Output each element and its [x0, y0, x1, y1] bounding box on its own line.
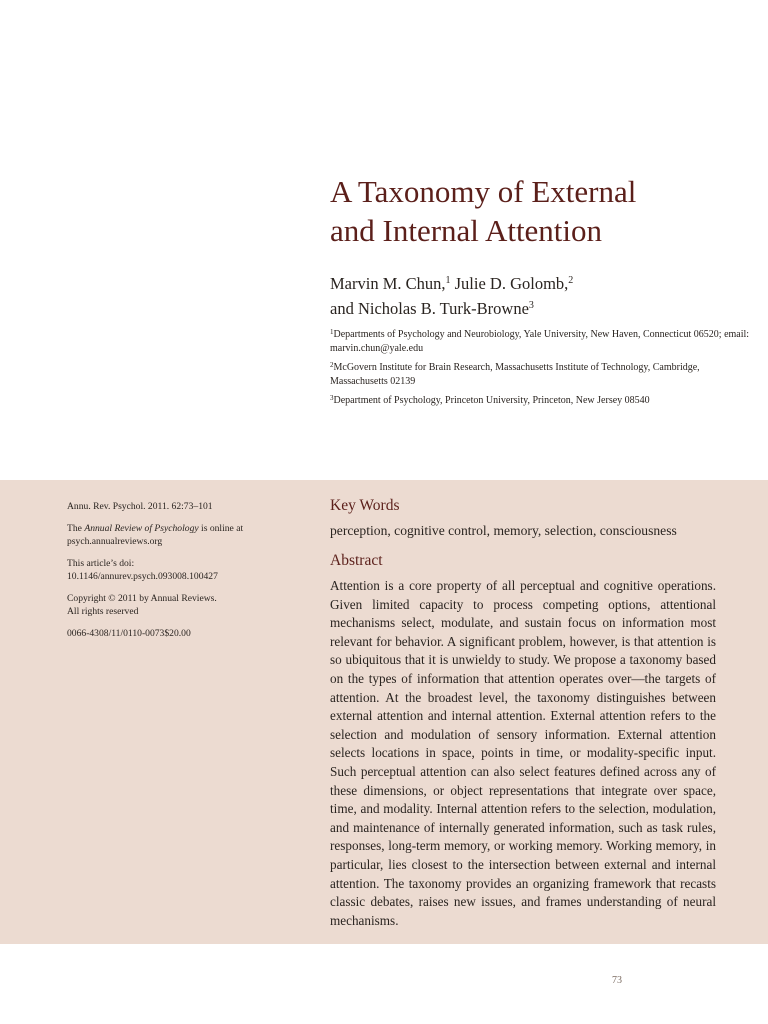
author-affil-mark: 1	[445, 275, 451, 286]
issn-price: 0066-4308/11/0110-0073$20.00	[67, 628, 191, 639]
affiliation-3	[330, 392, 750, 408]
publication-info	[67, 500, 277, 649]
author-name: and Nicholas B. Turk-Browne	[330, 299, 529, 318]
affiliation-text: McGovern Institute for Brain Research, Massachusetts Institute of Technology, Cambridge, Massachusetts 02139	[330, 362, 700, 387]
citation: Annu. Rev. Psychol. 2011. 62:73–101	[67, 501, 213, 512]
keywords-abstract	[330, 496, 716, 930]
author-list	[330, 270, 750, 320]
article-title	[330, 172, 730, 250]
title-line-1: A Taxonomy of External	[330, 174, 637, 209]
abstract-heading: Abstract	[330, 552, 383, 569]
author-line-1	[330, 270, 750, 295]
rights-text: All rights reserved	[67, 606, 139, 617]
title-line-2: and Internal Attention	[330, 213, 603, 248]
keywords-heading: Key Words	[330, 497, 400, 514]
copyright-block	[67, 592, 277, 618]
affiliation-text: Department of Psychology, Princeton University, Princeton, New Jersey 08540	[333, 395, 650, 406]
keywords-text: perception, cognitive control, memory, selection, consciousness	[330, 523, 677, 538]
online-prefix: The	[67, 523, 85, 534]
affiliation-number: 3	[330, 394, 334, 402]
doi-value: 10.1146/annurev.psych.093008.100427	[67, 571, 218, 582]
author-name: Julie D. Golomb,	[450, 274, 569, 293]
author-affil-mark: 3	[528, 300, 534, 311]
affiliation-text: Departments of Psychology and Neurobiology, Yale University, New Haven, Connecticut 06520; email: marvin.chun@yale.edu	[330, 329, 750, 354]
online-suffix: is online at psych.annualreviews.org	[67, 523, 244, 547]
affiliation-number: 1	[330, 328, 334, 336]
author-line-2	[330, 295, 750, 320]
online-notice	[67, 522, 277, 548]
copyright-text: Copyright © 2011 by Annual Reviews.	[67, 593, 217, 604]
affiliation-1	[330, 326, 750, 355]
page-number: 73	[612, 975, 622, 986]
abstract-text: Attention is a core property of all perceptual and cognitive operations. Given limited capacity to process competing options, attentional mechanisms select, modulate, and sustain focus on information most relevant for behavior. A significant problem, however, is that attention is so ubiquitous that it is unwieldy to study. We propose a taxonomy based on the types of information that attention operates over—the targets of attention. At the broadest level, the taxonomy distinguishes between external attention and internal attention. External attention refers to the selection and modulation of sensory information. External attention selects locations in space, points in time, or modality-specific input. Such perceptual attention can also select features defined across any of these dimensions, or object representations that integrate over space, time, and modality. Internal attention refers to the selection, modulation, and maintenance of internally generated information, such as task rules, responses, long-term memory, or working memory. Working memory, in particular, lies closest to the intersection between external and internal attention. The taxonomy provides an organizing framework that recasts classic debates, raises new issues, and frames understanding of neural mechanisms.	[330, 578, 716, 928]
doi-block	[67, 557, 277, 583]
author-affil-mark: 2	[568, 275, 574, 286]
author-name: Marvin M. Chun,	[330, 274, 446, 293]
affiliation-list	[330, 326, 750, 412]
affiliation-2	[330, 359, 750, 388]
affiliation-number: 2	[330, 361, 334, 369]
doi-label: This article’s doi:	[67, 558, 135, 569]
journal-name: Annual Review of Psychology	[84, 523, 199, 534]
